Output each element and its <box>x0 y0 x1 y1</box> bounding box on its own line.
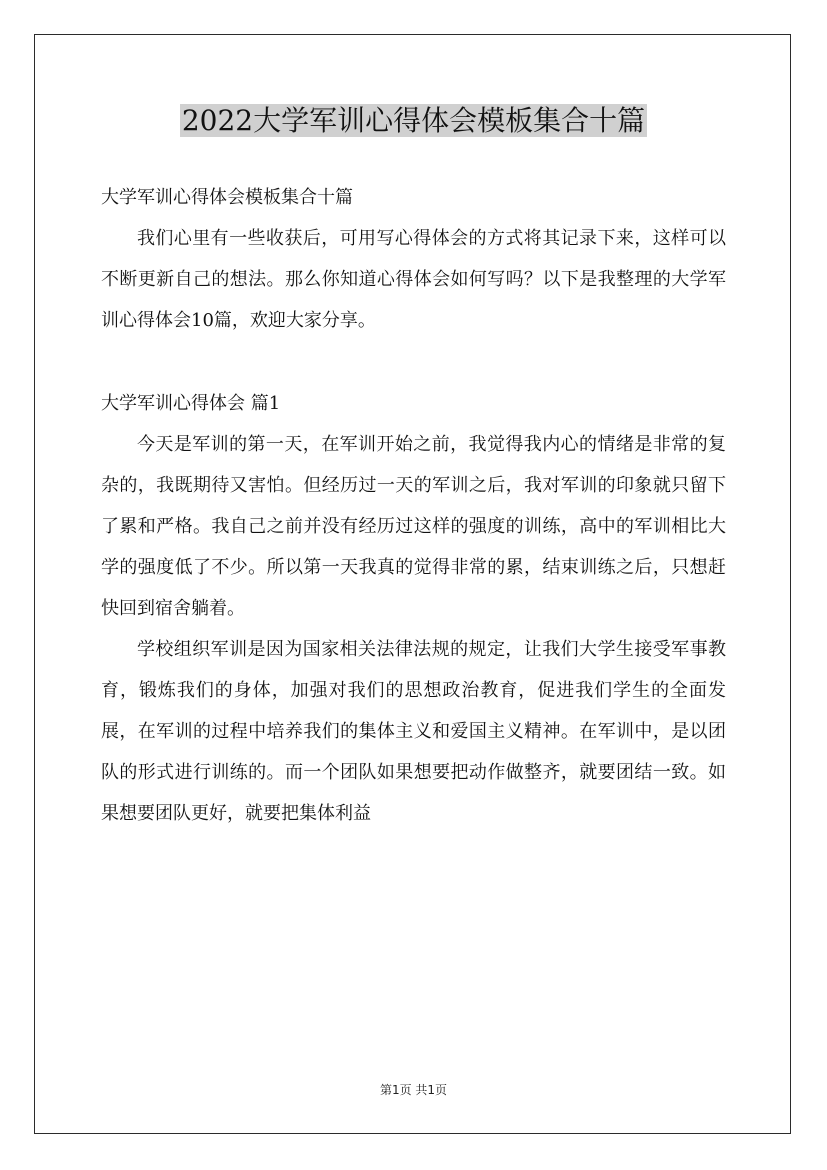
page-footer: 第1页 共1页 <box>379 1083 448 1097</box>
document-body <box>101 177 726 834</box>
body-paragraph-2: 学校组织军训是因为国家相关法律法规的规定，让我们大学生接受军事教育，锻炼我们的身体，加强对我们的思想政治教育，促进我们学生的全面发展，在军训的过程中培养我们的集体主义和爱国主义精神。在军训中，是以团队的形式进行训练的。而一个团队如果想要把动作做整齐，就要团结一致。如果想要团队更好，就要把集体利益 <box>101 639 726 824</box>
document-title-text: 2022大学军训心得体会模板集合十篇 <box>181 104 646 137</box>
section-gap <box>101 341 726 383</box>
intro-paragraph: 我们心里有一些收获后，可用写心得体会的方式将其记录下来，这样可以不断更新自己的想法。那么你知道心得体会如何写吗？以下是我整理的大学军训心得体会10篇，欢迎大家分享。 <box>101 228 726 331</box>
document-title <box>0 101 827 141</box>
document-subtitle: 大学军训心得体会模板集合十篇 <box>101 187 353 208</box>
section-heading: 大学军训心得体会 篇1 <box>101 393 281 414</box>
body-paragraph-1: 今天是军训的第一天，在军训开始之前，我觉得我内心的情绪是非常的复杂的，我既期待又害怕。但经历过一天的军训之后，我对军训的印象就只留下了累和严格。我自己之前并没有经历过这样的强度的训练，高中的军训相比大学的强度低了不少。所以第一天我真的觉得非常的累，结束训练之后，只想赶快回到宿舍躺着。 <box>101 434 726 619</box>
